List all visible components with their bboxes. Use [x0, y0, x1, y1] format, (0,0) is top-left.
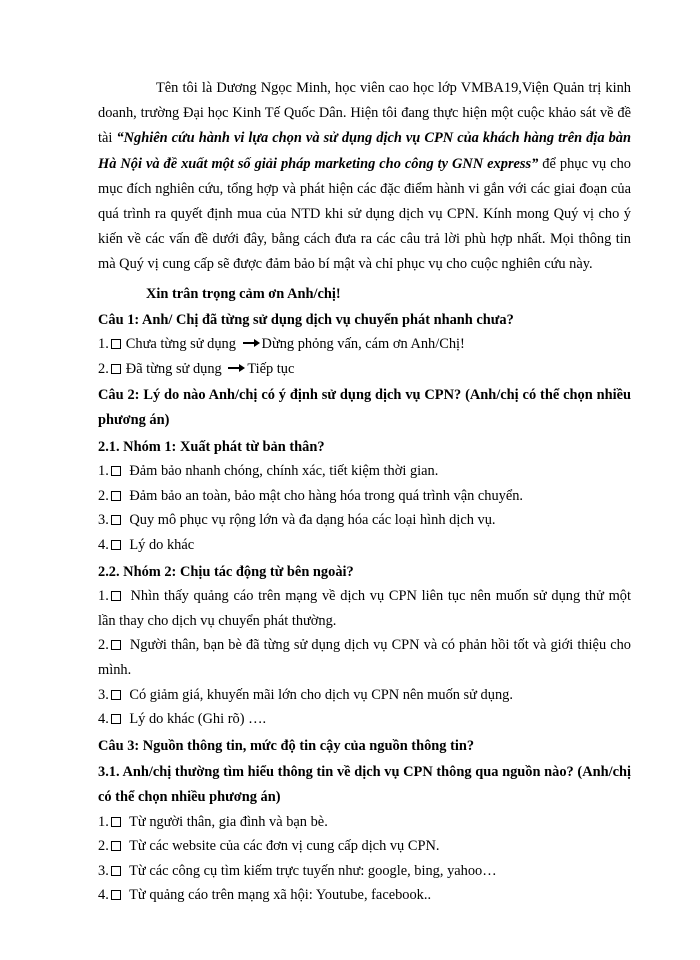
- checkbox-icon[interactable]: [111, 466, 121, 476]
- intro-text-2: để phục vụ cho mục đích nghiên cứu, tổng hợp và phát hiện các đặc điểm hành vi gắn với các giai đoạn của quá trình ra quyết định mua của NTD khi sử dụng dịch vụ CPN. Kính mong Quý vị cho ý kiến về các vấn đề dưới đây, bằng cách đưa ra các câu trả lời phù hợp nhất. Mọi thông tin mà Quý vị cung cấp sẽ được đảm bảo bí mật và chỉ phục vụ cho cuộc nghiên cứu này.: [98, 155, 631, 273]
- q3-sub1-option-4[interactable]: [98, 883, 631, 908]
- thanks-line: Xin trân trọng cảm ơn Anh/chị!: [146, 285, 341, 302]
- option-text: Lý do khác: [125, 536, 195, 553]
- arrow-right-icon: [227, 362, 246, 374]
- checkbox-icon[interactable]: [111, 364, 121, 374]
- option-text: Chưa từng sử dụng: [125, 336, 240, 353]
- q1-option-2[interactable]: [98, 357, 631, 382]
- checkbox-icon[interactable]: [111, 690, 121, 700]
- option-text: Đảm bảo nhanh chóng, chính xác, tiết kiệm thời gian.: [125, 463, 439, 480]
- checkbox-icon[interactable]: [111, 714, 121, 724]
- option-text: Nhìn thấy quảng cáo trên mạng về dịch vụ CPN liên tục nên muốn sử dụng thử một lần thay cho dịch vụ chuyển phát thường.: [98, 588, 631, 629]
- option-number: 2.: [98, 487, 109, 504]
- option-number: 1.: [98, 813, 109, 830]
- intro-text-1: Tên tôi là Dương Ngọc Minh, học viên cao học lớp VMBA19,Viện Quản trị kinh doanh, trường Đại học Kinh Tế Quốc Dân. Hiện tôi đang thực hiện một cuộc khảo sát về đề tài: [98, 80, 631, 147]
- q1-option-1[interactable]: [98, 332, 631, 357]
- checkbox-icon[interactable]: [111, 841, 121, 851]
- document-body: [98, 76, 631, 908]
- option-number: 2.: [98, 360, 109, 377]
- q3-sub1-option-2[interactable]: [98, 834, 631, 859]
- option-text: Từ các website của các đơn vị cung cấp dịch vụ CPN.: [125, 838, 440, 855]
- option-number: 4.: [98, 887, 109, 904]
- q3-sub-1-title: 3.1. Anh/chị thường tìm hiểu thông tin về dịch vụ CPN thông qua nguồn nào? (Anh/chị có thể chọn nhiều phương án): [98, 764, 631, 805]
- option-number: 1.: [98, 463, 109, 480]
- option-text: Quy mô phục vụ rộng lớn và đa dạng hóa các loại hình dịch vụ.: [125, 512, 496, 529]
- option-text: Có giảm giá, khuyến mãi lớn cho dịch vụ CPN nên muốn sử dụng.: [125, 686, 513, 703]
- option-number: 4.: [98, 536, 109, 553]
- q2-group1-option-4[interactable]: [98, 533, 631, 558]
- research-title: “Nghiên cứu hành vi lựa chọn và sử dụng dịch vụ CPN của khách hàng trên địa bàn Hà Nội và đề xuất một số giải pháp marketing cho công ty GNN express”: [98, 130, 631, 172]
- option-number: 2.: [98, 838, 109, 855]
- option-number: 1.: [98, 336, 109, 353]
- option-number: 1.: [98, 588, 109, 605]
- checkbox-icon[interactable]: [111, 591, 121, 601]
- checkbox-icon[interactable]: [111, 540, 121, 550]
- checkbox-icon[interactable]: [111, 515, 121, 525]
- checkbox-icon[interactable]: [111, 817, 121, 827]
- checkbox-icon[interactable]: [111, 339, 121, 349]
- question-1-title: Câu 1: Anh/ Chị đã từng sử dụng dịch vụ chuyển phát nhanh chưa?: [98, 311, 514, 328]
- checkbox-icon[interactable]: [111, 890, 121, 900]
- option-number: 3.: [98, 512, 109, 529]
- checkbox-icon[interactable]: [111, 640, 121, 650]
- option-number: 4.: [98, 711, 109, 728]
- q2-group-1-title: 2.1. Nhóm 1: Xuất phát từ bản thân?: [98, 438, 325, 455]
- option-text: Từ các công cụ tìm kiếm trực tuyến như: google, bing, yahoo…: [125, 862, 497, 879]
- option-number: 2.: [98, 637, 109, 654]
- checkbox-icon[interactable]: [111, 866, 121, 876]
- option-text: Từ quảng cáo trên mạng xã hội: Youtube, facebook..: [125, 887, 432, 904]
- checkbox-icon[interactable]: [111, 491, 121, 501]
- option-number: 3.: [98, 686, 109, 703]
- option-text: Đã từng sử dụng: [125, 360, 226, 377]
- q2-group1-option-2[interactable]: [98, 484, 631, 509]
- option-followup: Dừng phỏng vấn, cám ơn Anh/Chị!: [261, 336, 465, 353]
- option-text: Lý do khác (Ghi rõ) ….: [125, 711, 267, 728]
- option-text: Người thân, bạn bè đã từng sử dụng dịch vụ CPN và có phản hồi tốt và giới thiệu cho mình.: [98, 637, 631, 678]
- option-followup: Tiếp tục: [247, 360, 295, 377]
- arrow-right-icon: [242, 337, 261, 349]
- q2-group2-option-4[interactable]: [98, 707, 631, 732]
- question-2-title: Câu 2: Lý do nào Anh/chị có ý định sử dụng dịch vụ CPN? (Anh/chị có thể chọn nhiều phương án): [98, 387, 631, 428]
- option-number: 3.: [98, 862, 109, 879]
- q2-group2-option-2[interactable]: [98, 633, 631, 682]
- option-text: Từ người thân, gia đình và bạn bè.: [125, 813, 328, 830]
- q3-sub1-option-3[interactable]: [98, 859, 631, 884]
- q2-group2-option-1[interactable]: [98, 584, 631, 633]
- option-text: Đảm bảo an toàn, bảo mật cho hàng hóa trong quá trình vận chuyển.: [125, 487, 524, 504]
- intro-paragraph: [98, 76, 631, 278]
- q2-group-2-title: 2.2. Nhóm 2: Chịu tác động từ bên ngoài?: [98, 563, 354, 580]
- q2-group2-option-3[interactable]: [98, 683, 631, 708]
- question-3-title: Câu 3: Nguồn thông tin, mức độ tin cậy của nguồn thông tin?: [98, 737, 475, 754]
- q2-group1-option-1[interactable]: [98, 459, 631, 484]
- q2-group1-option-3[interactable]: [98, 508, 631, 533]
- q3-sub1-option-1[interactable]: [98, 810, 631, 835]
